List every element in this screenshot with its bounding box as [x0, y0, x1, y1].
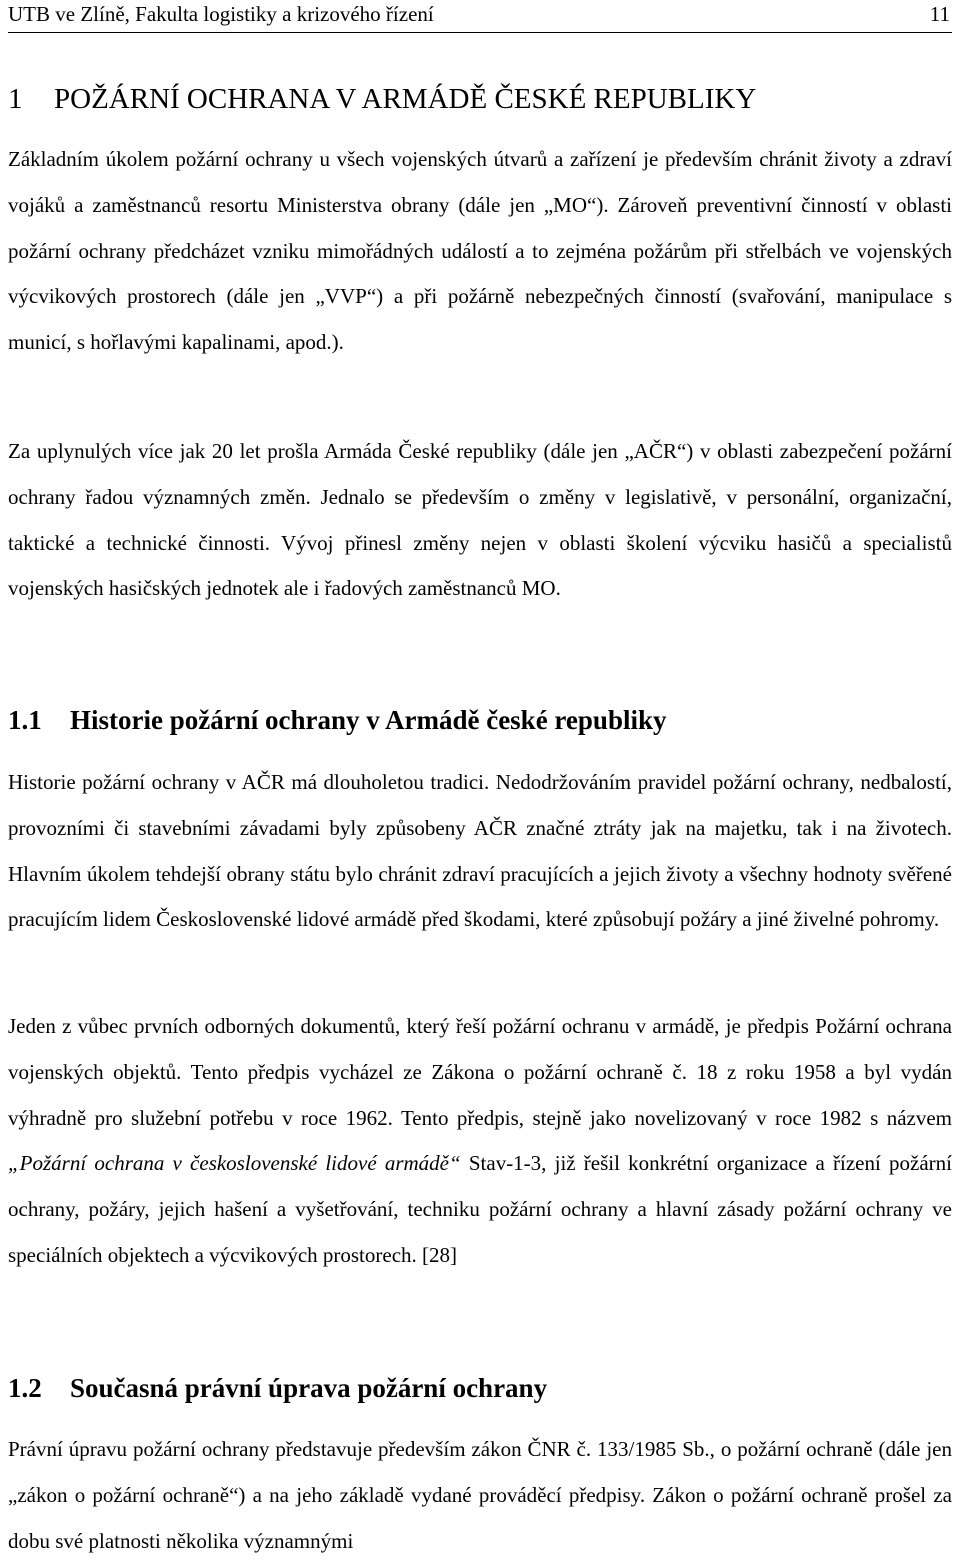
section-1-1-paragraph-2: [8, 1004, 952, 1279]
section-1-2-number: 1.2: [8, 1373, 42, 1403]
paragraph-text-end: Stav-1-3, již řešil konkrétní organizace a řízení požární ochrany, požáry, jejich hašení a vyšetřování, techniku požární ochrany a hlavní zásady požární ochrany ve speciálních objektech a výcvikových prostorech. [28]: [8, 1151, 952, 1267]
section-1-2-paragraph-1: Právní úpravu požární ochrany představuje především zákon ČNR č. 133/1985 Sb., o požární ochraně (dále jen „zákon o požární ochraně“) a na jeho základě vydané prováděcí předpisy. Zákon o požární ochraně prošel za dobu své platnosti několika významnými: [8, 1437, 952, 1553]
regulation-title: „Požární ochrana v československé lidové armádě“: [8, 1151, 461, 1176]
page-header: [8, 0, 952, 33]
page-number: 11: [929, 2, 950, 26]
intro-paragraph-1: Základním úkolem požární ochrany u všech vojenských útvarů a zařízení je především chránit životy a zdraví vojáků a zaměstnanců resortu Ministerstva obrany (dále jen „MO“). Zároveň preventivní činností v oblasti požární ochrany předcházet vzniku mimořádných událostí a to zejména požárům při střelbách ve vojenských výcvikových prostorech (dále jen „VVP“) a při požárně nebezpečných činností (svařování, manipulace s municí, s hořlavými kapalinami, apod.).: [8, 147, 952, 355]
section-1-1-number: 1.1: [8, 705, 42, 735]
paragraph-text-start: Jeden z vůbec prvních odborných dokumentů, který řeší požární ochranu v armádě, je předpis Požární ochrana vojenských objektů. Tento předpis vycházel ze Zákona o požární ochraně č. 18 z roku 1958 a byl vydán výhradně pro služební potřebu v roce 1962. Tento předpis, stejně jako novelizovaný v roce 1982 s názvem: [8, 1014, 952, 1130]
section-1-2-title: Současná právní úprava požární ochrany: [70, 1373, 548, 1403]
header-title: UTB ve Zlíně, Fakulta logistiky a krizového řízení: [8, 2, 434, 26]
chapter-title: POŽÁRNÍ OCHRANA V ARMÁDĚ ČESKÉ REPUBLIKY: [54, 83, 757, 115]
section-1-1-paragraph-1: Historie požární ochrany v AČR má dlouholetou tradici. Nedodržováním pravidel požární ochrany, nedbalostí, provozními či stavebními závadami byly způsobeny AČR značné ztráty jak na majetku, tak i na životech. Hlavním úkolem tehdejší obrany státu bylo chránit zdraví pracujících a jejich životy a všechny hodnoty svěřené pracujícím lidem Československé lidové armádě před škodami, které způsobují požáry a jiné živelné pohromy.: [8, 770, 952, 932]
section-1-2-heading: [8, 1370, 547, 1406]
chapter-number: 1: [8, 83, 23, 115]
chapter-heading: [8, 80, 756, 118]
section-1-1-title: Historie požární ochrany v Armádě české republiky: [70, 705, 667, 735]
intro-paragraph-2: Za uplynulých více jak 20 let prošla Armáda České republiky (dále jen „AČR“) v oblasti zabezpečení požární ochrany řadou významných změn. Jednalo se především o změny v legislativě, v personální, organizační, taktické a technické činnosti. Vývoj přinesl změny nejen v oblasti školení výcviku hasičů a specialistů vojenských hasičských jednotek ale i řadových zaměstnanců MO.: [8, 439, 952, 601]
section-1-1-heading: [8, 702, 666, 738]
